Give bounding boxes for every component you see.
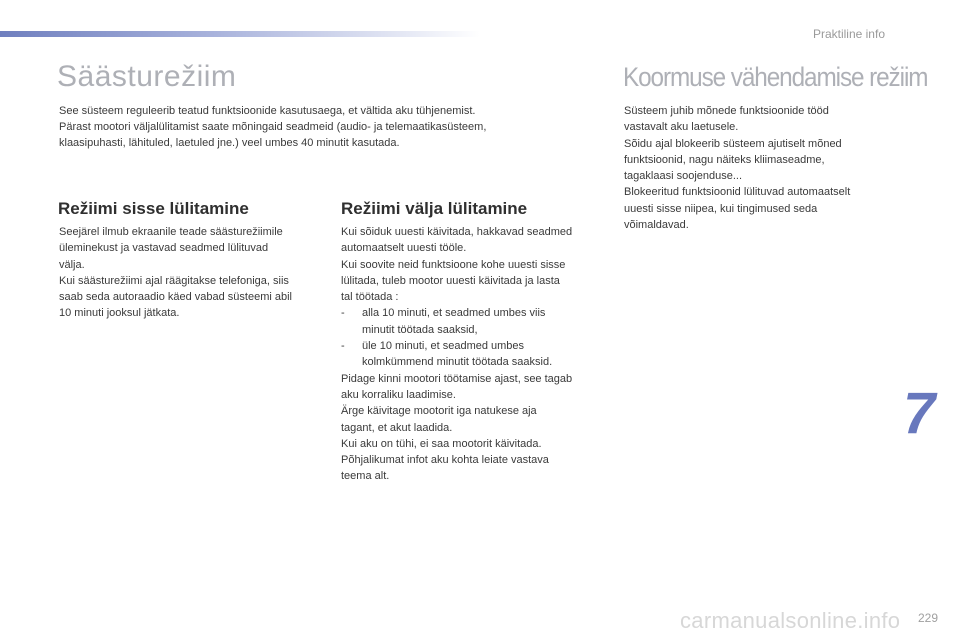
bullet-dash: - xyxy=(341,307,345,320)
mode-enter-heading: Režiimi sisse lülitamine xyxy=(58,199,249,218)
text-line: lülitada, tuleb mootor uuesti käivitada ja lasta xyxy=(341,274,560,287)
text-line: Põhjalikumat infot aku kohta leiate vastava xyxy=(341,454,549,467)
text-line: üle 10 minuti, et seadmed umbes xyxy=(362,340,525,353)
intro-paragraph xyxy=(59,103,579,151)
intro-line: klaasipuhasti, lähituled, laetuled jne.) veel umbes 40 minutit kasutada. xyxy=(59,137,400,149)
text-line: Kui säästurežiimi ajal räägitakse telefoniga, siis xyxy=(59,274,289,287)
text-line: välja. xyxy=(59,258,85,271)
chapter-number: 7 xyxy=(903,381,936,446)
load-reduction-text xyxy=(624,103,894,233)
text-line: tagaklaasi soojenduse... xyxy=(624,170,743,183)
text-line: Pidage kinni mootori töötamise ajast, see tagab xyxy=(341,372,573,385)
text-line: Süsteem juhib mõnede funktsioonide tööd xyxy=(624,105,829,117)
text-line: automaatselt uuesti tööle. xyxy=(341,242,467,255)
text-line: Ärge käivitage mootorit iga natukese aja xyxy=(341,405,537,418)
text-line: üleminekust ja vastavad seadmed lülituvad xyxy=(59,242,269,255)
page-title: Säästurežiim xyxy=(57,60,237,93)
mode-exit-text xyxy=(341,224,611,485)
text-line: vastavalt aku laetusele. xyxy=(624,121,739,134)
text-line: tagant, et akut laadida. xyxy=(341,421,453,434)
text-line: minutit töötada saaksid, xyxy=(362,323,478,336)
section-header: Praktiline info xyxy=(812,27,885,41)
text-line: tal töötada : xyxy=(341,291,399,304)
list-item xyxy=(341,338,611,371)
text-line: Seejärel ilmub ekraanile teade säästurežiimile xyxy=(59,226,283,238)
bullet-text xyxy=(362,338,552,371)
bullet-dash: - xyxy=(341,340,345,353)
text-line: Sõidu ajal blokeerib süsteem ajutiselt mõned xyxy=(624,137,842,150)
text-line: saab seda autoraadio käed vabad süsteemi abil xyxy=(59,291,292,304)
watermark: carmanualsonline.info xyxy=(680,608,901,633)
list-item xyxy=(341,305,611,338)
mode-exit-heading: Režiimi välja lülitamine xyxy=(341,199,528,218)
bullet-text xyxy=(362,305,545,338)
text-line: Kui aku on tühi, ei saa mootorit käivitada. xyxy=(341,437,542,450)
text-line: Blokeeritud funktsioonid lülituvad automaatselt xyxy=(624,186,851,199)
text-line: alla 10 minuti, et seadmed umbes viis xyxy=(362,307,546,320)
text-line: aku korraliku laadimise. xyxy=(341,388,456,401)
intro-line: Pärast mootori väljalülitamist saate mõningaid seadmeid (audio- ja telemaatikasüsteem, xyxy=(59,121,487,133)
text-line: kolmkümmend minutit töötada saaksid. xyxy=(362,356,553,369)
text-line: 10 minuti jooksul jätkata. xyxy=(59,307,180,320)
text-line: teema alt. xyxy=(341,470,390,483)
text-line: funktsioonid, nagu näiteks kliimaseadme, xyxy=(624,153,825,166)
load-reduction-title: Koormuse vähendamise režiim xyxy=(623,62,928,92)
text-line: Kui sõiduk uuesti käivitada, hakkavad seadmed xyxy=(341,226,573,238)
header-accent-bar xyxy=(0,31,480,37)
text-line: võimaldavad. xyxy=(624,219,689,232)
text-line: uuesti sisse niipea, kui tingimused seda xyxy=(624,202,818,215)
text-line: Kui soovite neid funktsioone kohe uuesti sisse xyxy=(341,258,566,271)
page-number: 229 xyxy=(917,611,938,625)
intro-line: See süsteem reguleerib teatud funktsioonide kasutusaega, et vältida aku tühjenemist. xyxy=(59,105,476,117)
mode-enter-text xyxy=(59,224,324,322)
